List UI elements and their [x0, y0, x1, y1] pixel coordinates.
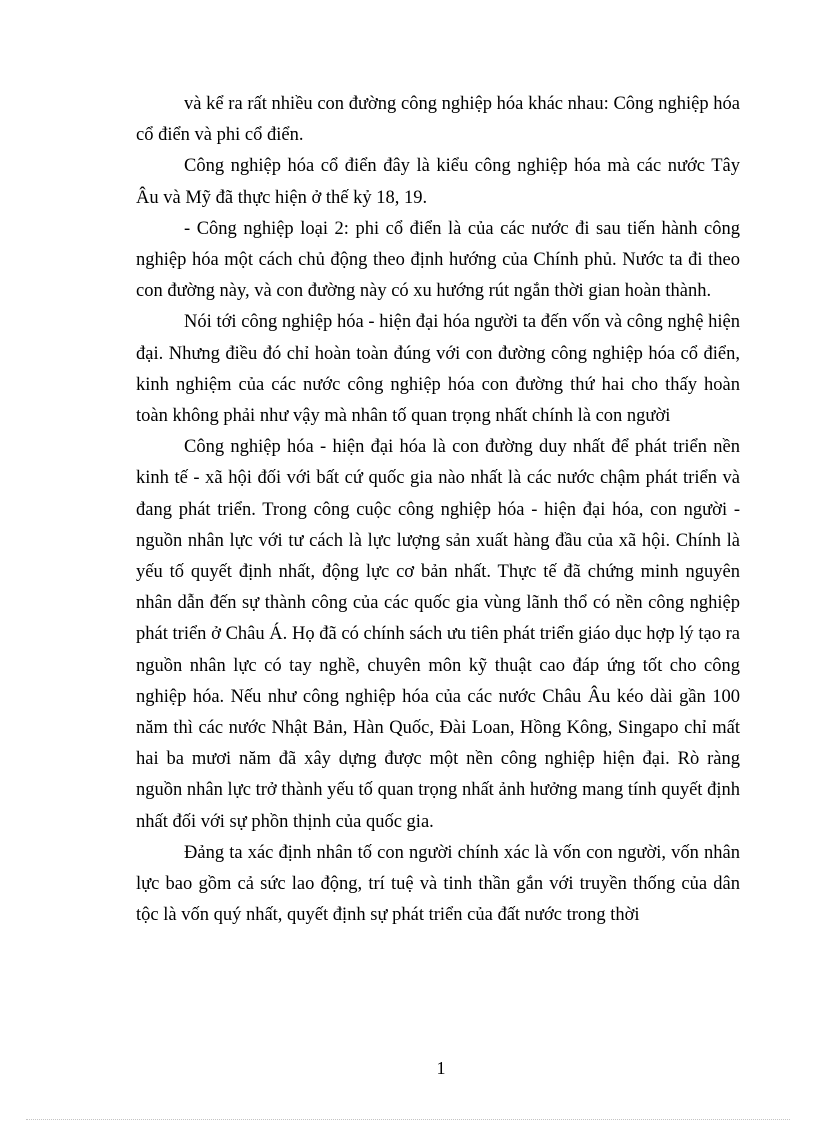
paragraph-2: Công nghiệp hóa cổ điển đây là kiểu công nghiệp hóa mà các nước Tây Âu và Mỹ đã thực hiện ở thế kỷ 18, 19.: [136, 156, 740, 208]
paragraph-3: - Công nghiệp loại 2: phi cổ điển là của các nước đi sau tiến hành công nghiệp hóa một cách chủ động theo định hướng của Chính phủ. Nước ta đi theo con đường này, và con đường này có xu hướng rút ngắn thời gian hoàn thành.: [136, 218, 740, 302]
page-number: 1: [436, 1058, 446, 1078]
paragraph-5: Công nghiệp hóa - hiện đại hóa là con đường duy nhất để phát triển nền kinh tế - xã hội đối với bất cứ quốc gia nào nhất là các nước chậm phát triển và đang phát triển. Trong công cuộc công nghiệp hóa - hiện đại hóa, con người - nguồn nhân lực với tư cách là lực lượng sản xuất hàng đầu của xã hội. Chính là yếu tố quyết định nhất, động lực cơ bản nhất. Thực tế đã chứng minh nguyên nhân dẫn đến sự thành công của các quốc gia vùng lãnh thổ có nền công nghiệp phát triển ở Châu Á. Họ đã có chính sách ưu tiên phát triển giáo dục hợp lý tạo ra nguồn nhân lực có tay nghề, chuyên môn kỹ thuật cao đáp ứng tốt cho công nghiệp hóa. Nếu như công nghiệp hóa của các nước Châu Âu kéo dài gần 100 năm thì các nước Nhật Bản, Hàn Quốc, Đài Loan, Hồng Kông, Singapo chỉ mất hai ba mươi năm đã xây dựng được một nền công nghiệp hiện đại. Rò ràng nguồn nhân lực trở thành yếu tố quan trọng nhất ảnh hưởng mang tính quyết định nhất đối với sự phồn thịnh của quốc gia.: [136, 437, 740, 832]
paragraph-1: và kể ra rất nhiều con đường công nghiệp hóa khác nhau: Công nghiệp hóa cổ điển và phi cổ điển.: [136, 94, 740, 146]
paragraph-4: Nói tới công nghiệp hóa - hiện đại hóa người ta đến vốn và công nghệ hiện đại. Nhưng điều đó chỉ hoàn toàn đúng với con đường công nghiệp hóa cổ điển, kinh nghiệm của các nước công nghiệp hóa con đường thứ hai cho thấy hoàn toàn không phải như vậy mà nhân tố quan trọng nhất chính là con người: [136, 312, 740, 427]
document-body: [136, 89, 740, 931]
paragraph-6: Đảng ta xác định nhân tố con người chính xác là vốn con người, vốn nhân lực bao gồm cả sức lao động, trí tuệ và tinh thần gắn với truyền thống của dân tộc là vốn quý nhất, quyết định sự phát triển của đất nước trong thời: [136, 842, 740, 926]
page-bottom-divider: [26, 1119, 790, 1120]
